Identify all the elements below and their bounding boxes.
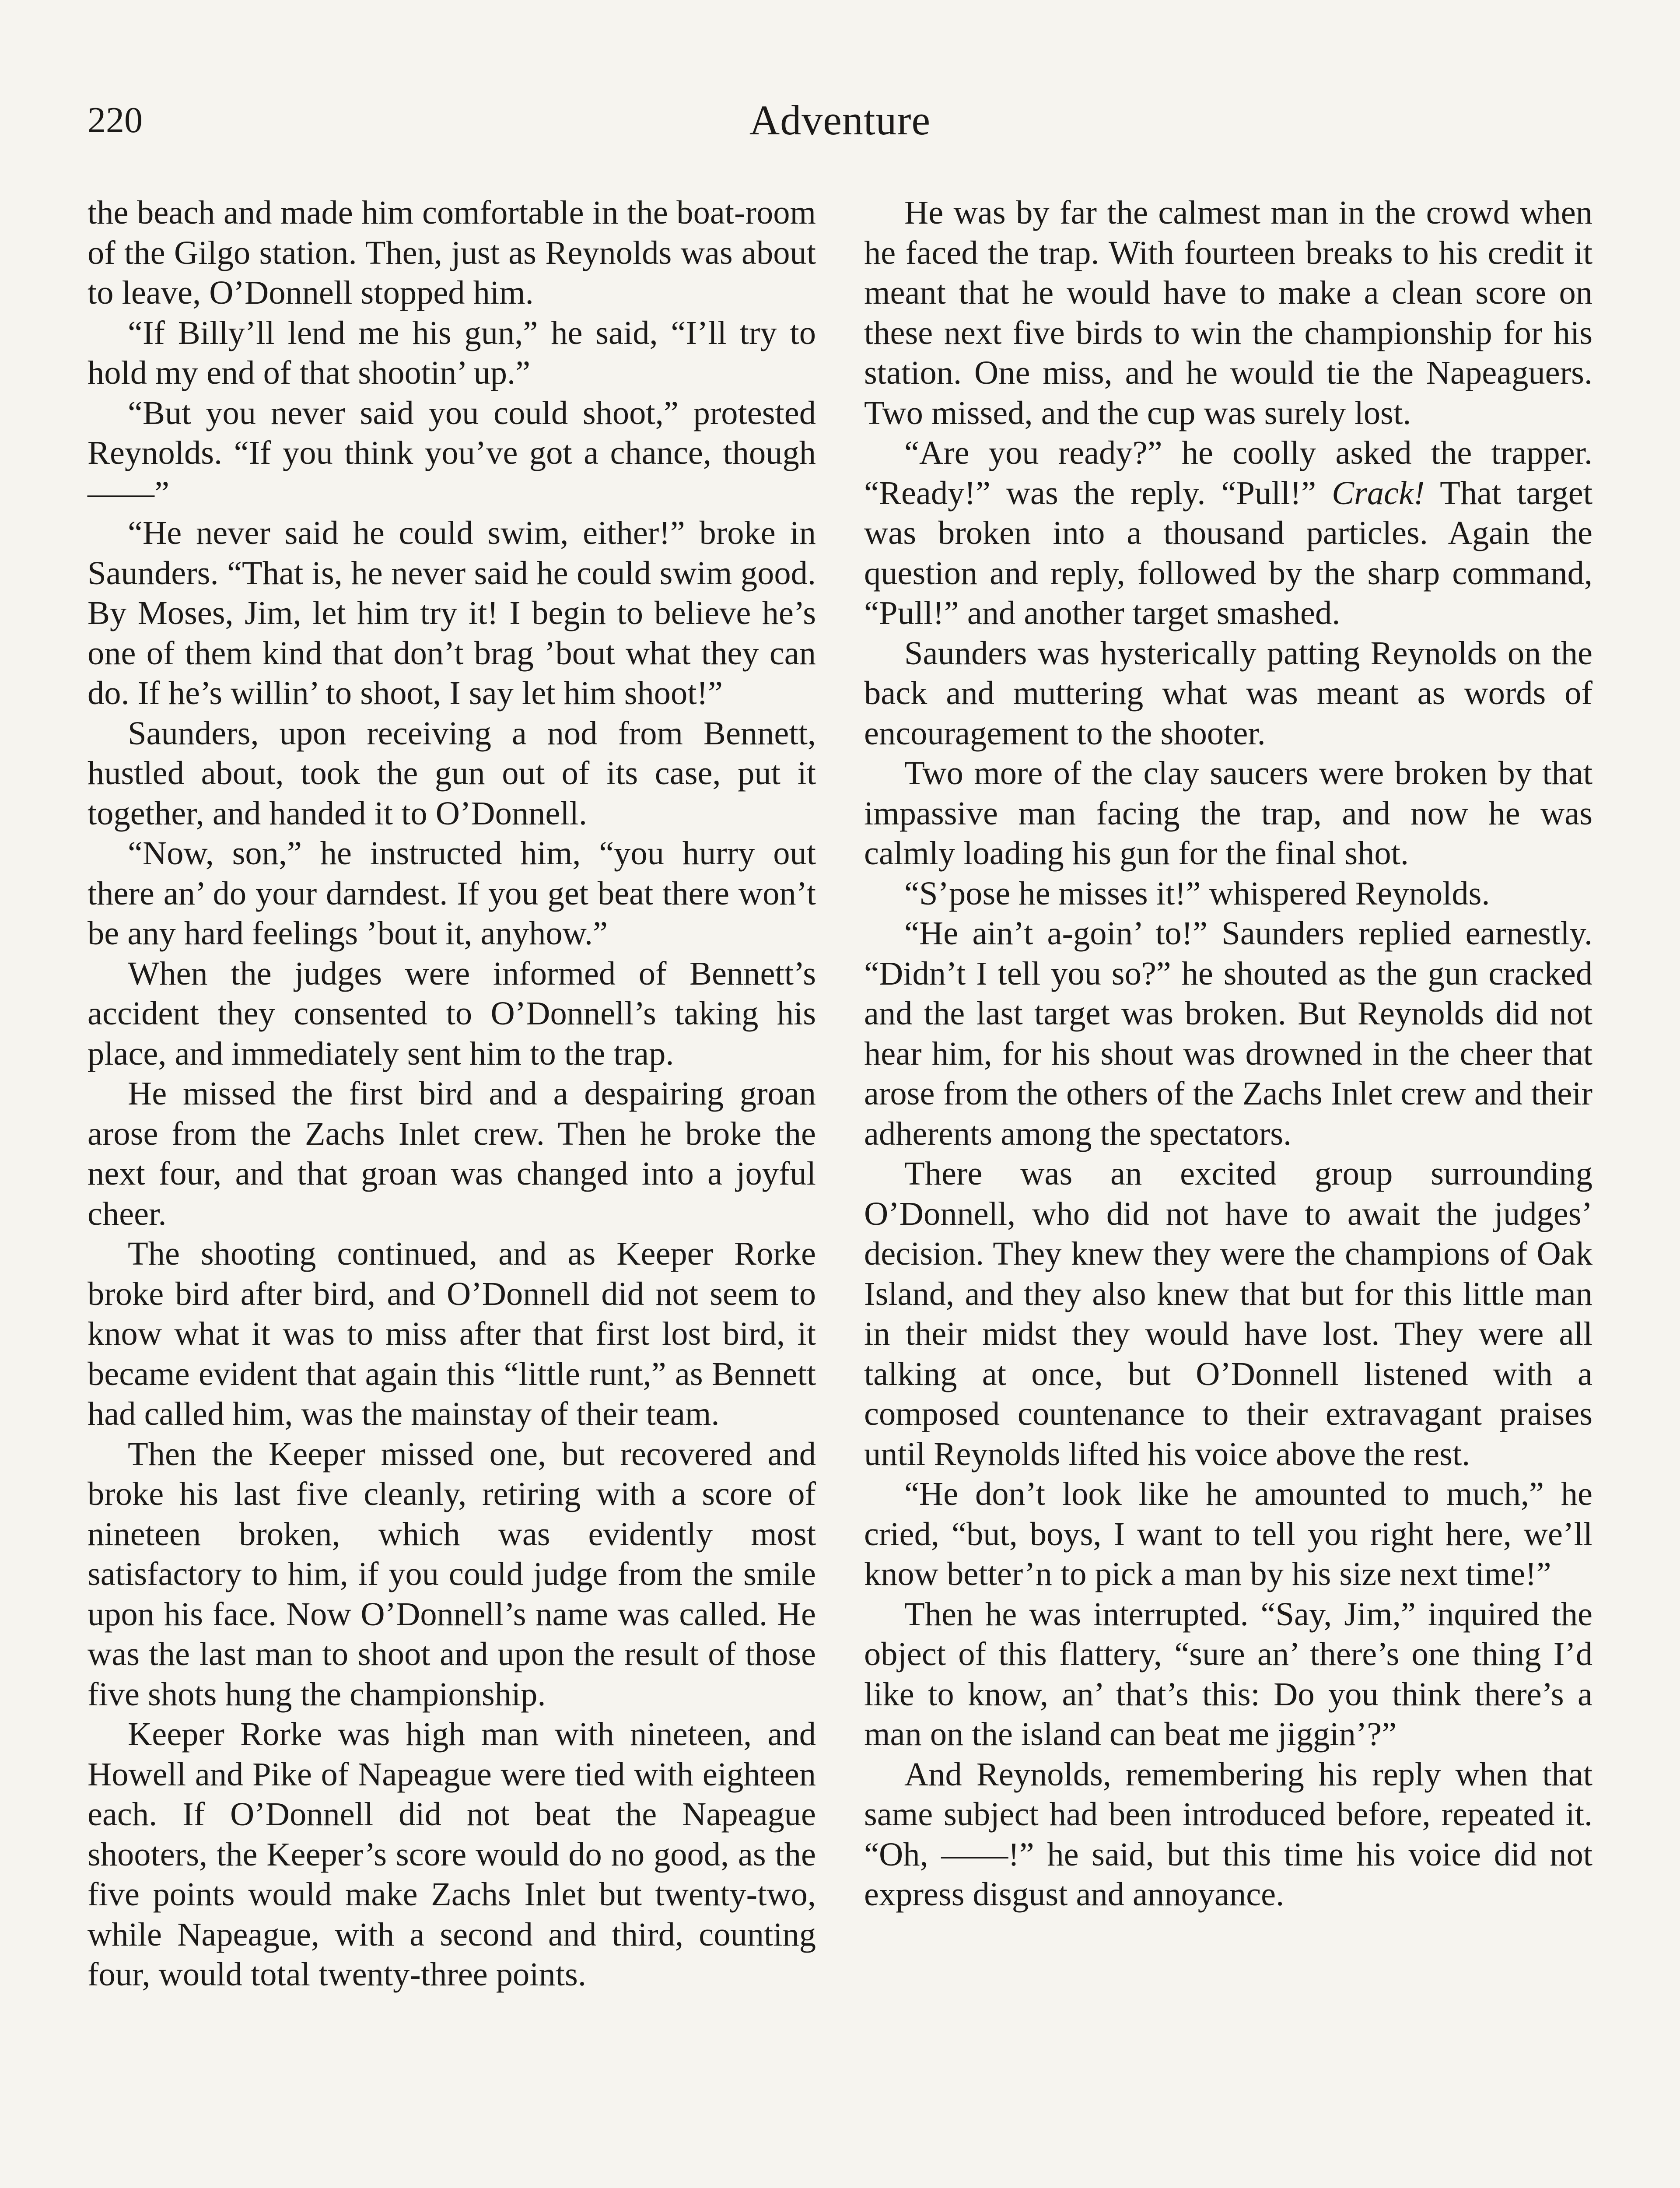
page-header [88, 92, 1592, 149]
crack-exclamation: Crack! [1332, 474, 1425, 512]
paragraph: Then the Keeper missed one, but recovered and broke his last five cleanly, retiring with a score of nineteen broken, which was evidently most satisfactory to him, if you could judge from the smile upon his face. Now O’Donnell’s name was called. He was the last man to shoot and upon the result of those five shots hung the championship. [88, 1435, 816, 1713]
paragraph: Saunders, upon receiving a nod from Bennett, hustled about, took the gun out of its case, put it together, and handed it to O’Donnell. [88, 714, 816, 832]
right-column [864, 193, 1592, 1914]
paragraph: Two more of the clay saucers were broken by that impassive man facing the trap, and now he was calmly loading his gun for the final shot. [864, 754, 1592, 872]
page-number: 220 [88, 100, 143, 140]
paragraph: “He don’t look like he amounted to much,” he cried, “but, boys, I want to tell you right here, we’ll know better’n to pick a man by his size next time!” [864, 1475, 1592, 1592]
paragraph: “But you never said you could shoot,” protested Reynolds. “If you think you’ve got a chance, though——” [88, 394, 816, 512]
running-title: Adventure [749, 97, 931, 144]
dialogue-text: That target was broken into a thousand particles. Again the question and reply, followed by the sharp command, “Pull!” and another target smashed. [864, 474, 1592, 631]
paragraph: “Now, son,” he instructed him, “you hurry out there an’ do your darndest. If you get beat there won’t be any hard feelings ’bout it, anyhow.” [88, 835, 816, 952]
left-column [88, 193, 816, 1995]
paragraph: Keeper Rorke was high man with nineteen, and Howell and Pike of Napeague were tied with eighteen each. If O’Donnell did not beat the Napeague shooters, the Keeper’s score would do no good, as the five points would make Zachs Inlet but twenty-two, while Napeague, with a second and third, counting four, would total twenty-three points. [88, 1715, 816, 1993]
paragraph: And Reynolds, remembering his reply when that same subject had been introduced before, repeated it. “Oh, ——!” he said, but this time his voice did not express disgust and annoyance. [864, 1755, 1592, 1913]
paragraph: He was by far the calmest man in the crowd when he faced the trap. With fourteen breaks to his credit it meant that he would have to make a clean score on these next five birds to win the championship for his station. One miss, and he would tie the Napeaguers. Two missed, and the cup was surely lost. [864, 194, 1592, 431]
paragraph: There was an excited group surrounding O’Donnell, who did not have to await the judges’ decision. They knew they were the champions of Oak Island, and they also knew that but for this little man in their midst they would have lost. They were all talking at once, but O’Donnell listened with a composed countenance to their extravagant praises until Reynolds lifted his voice above the rest. [864, 1155, 1592, 1473]
paragraph: When the judges were informed of Bennett’s accident they consented to O’Donnell’s taking his place, and immediately sent him to the trap. [88, 954, 816, 1072]
paragraph: “S’pose he misses it!” whispered Reynolds. [904, 874, 1490, 912]
paragraph: “He ain’t a-goin’ to!” Saunders replied earnestly. “Didn’t I tell you so?” he shouted as the gun cracked and the last target was broken. But Reynolds did not hear him, for his shout was drowned in the cheer that arose from the others of the Zachs Inlet crew and their adherents among the spectators. [864, 915, 1592, 1152]
dialogue-text: “Are you ready?” he coolly asked the trapper. “Ready!” was the reply. “Pull!” [864, 434, 1592, 512]
paragraph: He missed the first bird and a despairing groan arose from the Zachs Inlet crew. Then he broke the next four, and that groan was changed into a joyful cheer. [88, 1075, 816, 1232]
paragraph: The shooting continued, and as Keeper Rorke broke bird after bird, and O’Donnell did not seem to know what it was to miss after that first lost bird, it became evident that again this “little runt,” as Bennett had called him, was the mainstay of their team. [88, 1235, 816, 1432]
paragraph: “He never said he could swim, either!” broke in Saunders. “That is, he never said he could swim good. By Moses, Jim, let him try it! I begin to believe he’s one of them kind that don’t brag ’bout what they can do. If he’s willin’ to shoot, I say let him shoot!” [88, 514, 816, 712]
paragraph [864, 433, 1592, 633]
paragraph: “If Billy’ll lend me his gun,” he said, “I’ll try to hold my end of that shootin’ up.” [88, 314, 816, 391]
paragraph: the beach and made him comfortable in the boat-room of the Gilgo station. Then, just as Reynolds was about to leave, O’Donnell stopped him. [88, 194, 816, 311]
paragraph: Then he was interrupted. “Say, Jim,” inquired the object of this flattery, “sure an’ there’s one thing I’d like to know, an’ that’s this: Do you think there’s a man on the island can beat me jiggin’?” [864, 1595, 1592, 1753]
paragraph: Saunders was hysterically patting Reynolds on the back and muttering what was meant as words of encouragement to the shooter. [864, 634, 1592, 752]
